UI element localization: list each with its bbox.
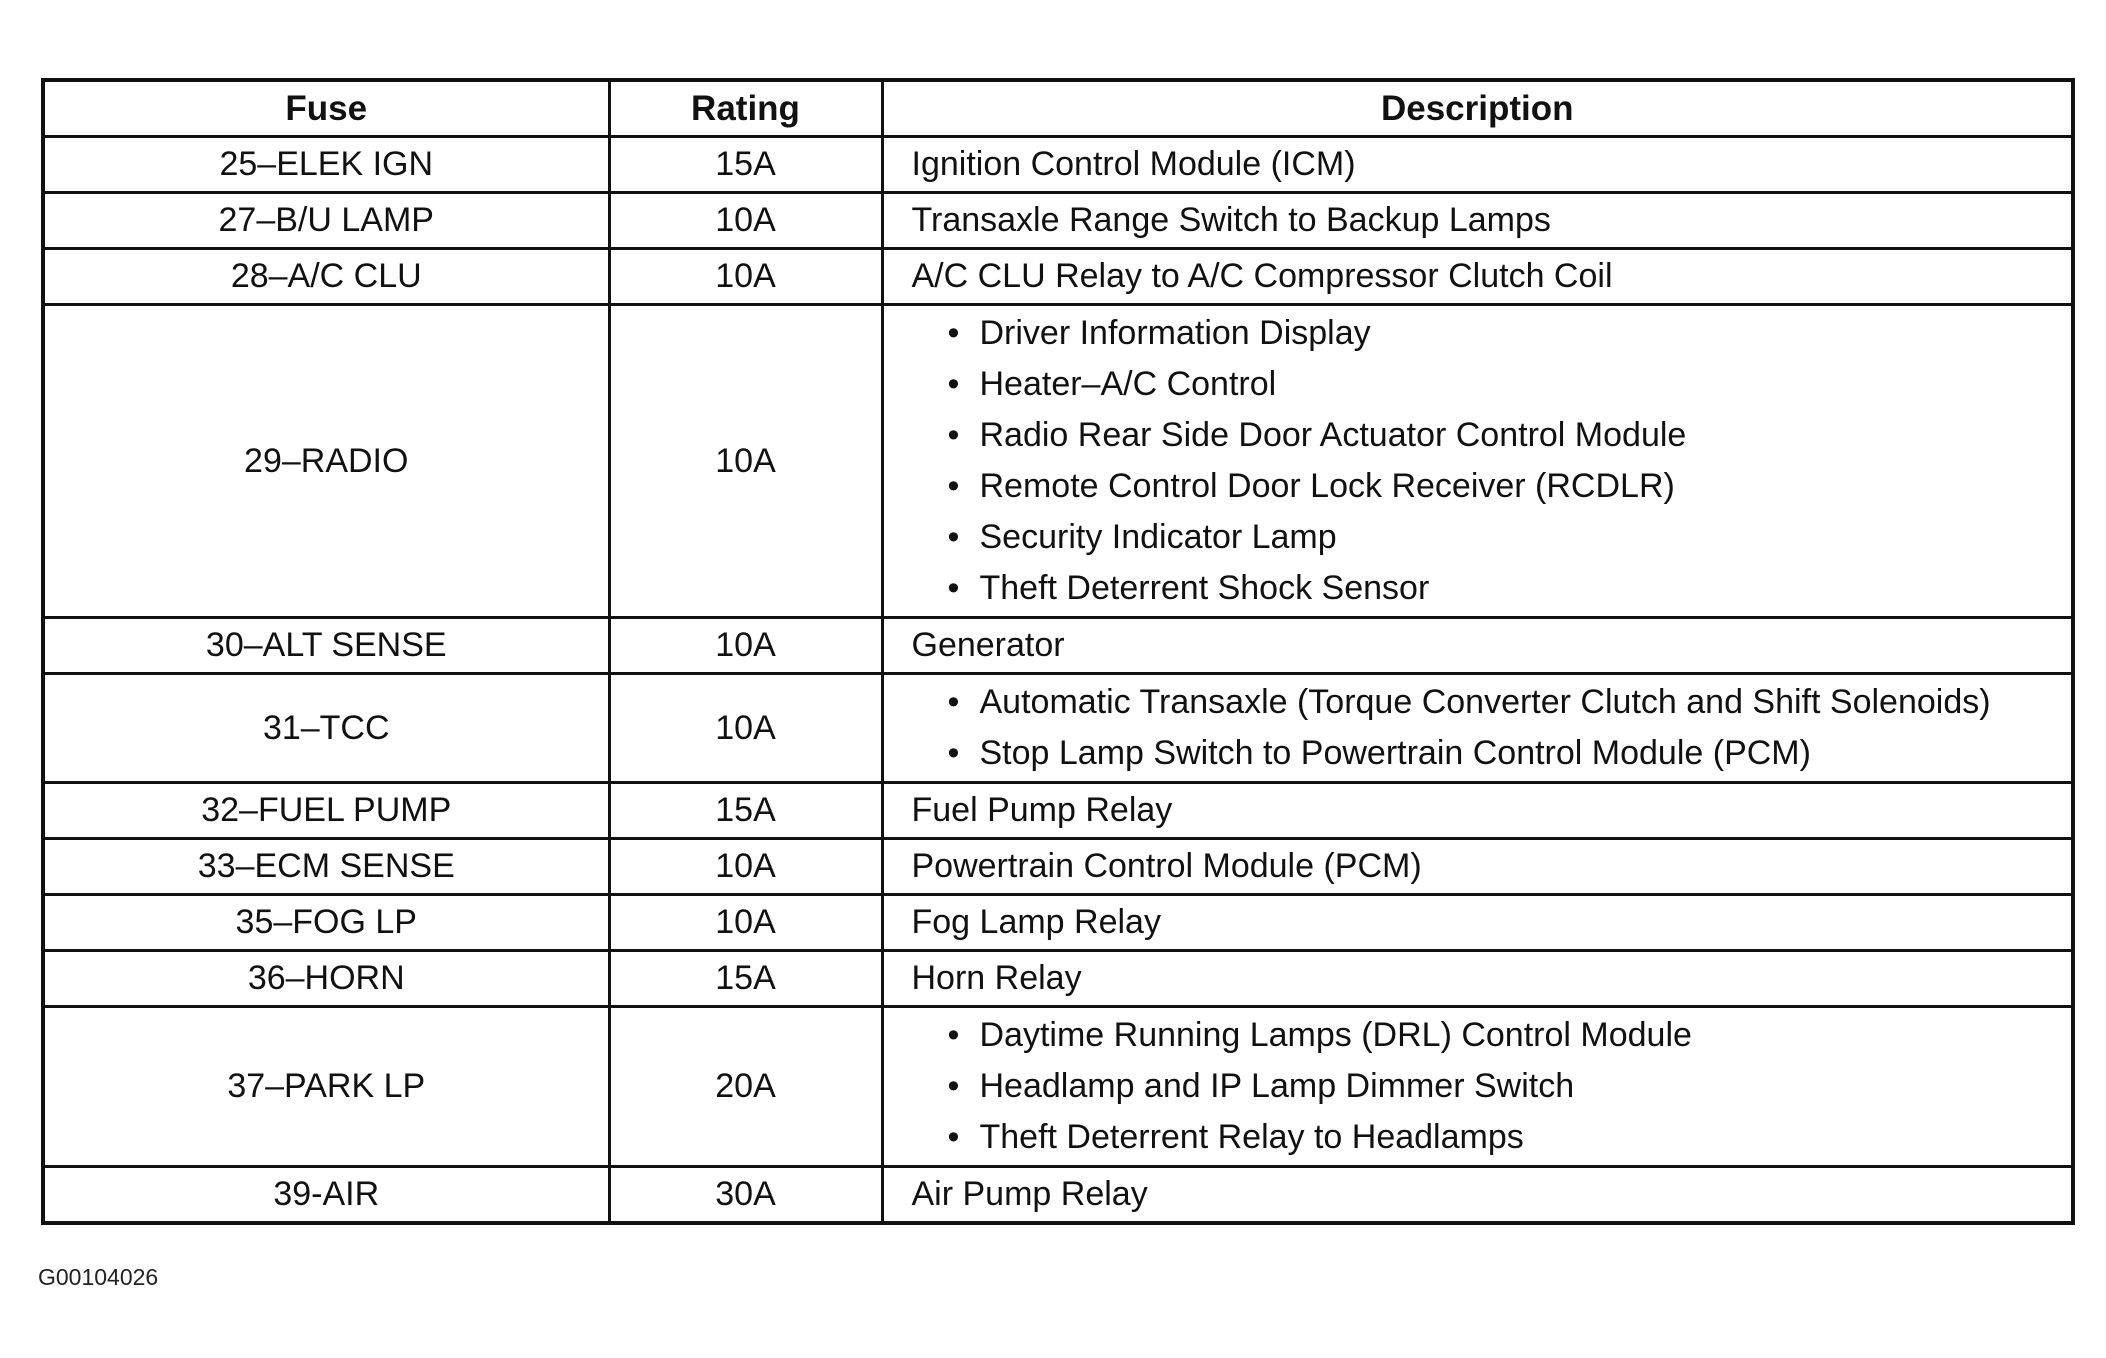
bullet-item: • Automatic Transaxle (Torque Converter Clutch and Shift Solenoids) (948, 677, 2062, 728)
rating-cell: 10A (609, 618, 882, 674)
rating-cell: 10A (609, 895, 882, 951)
description-cell (882, 1007, 2073, 1167)
header-rating: Rating (609, 80, 882, 137)
description-cell: Generator (882, 618, 2073, 674)
bullet-item: • Headlamp and IP Lamp Dimmer Switch (948, 1061, 2062, 1112)
header-description: Description (882, 80, 2073, 137)
description-cell: Air Pump Relay (882, 1167, 2073, 1224)
table-row (43, 674, 2073, 783)
description-bullet-list (912, 675, 2062, 781)
description-cell: Transaxle Range Switch to Backup Lamps (882, 193, 2073, 249)
table-row (43, 895, 2073, 951)
fuse-cell: 39-AIR (43, 1167, 609, 1224)
description-cell: Horn Relay (882, 951, 2073, 1007)
description-bullet-list (912, 306, 2062, 616)
description-cell: Fog Lamp Relay (882, 895, 2073, 951)
table-row (43, 1007, 2073, 1167)
bullet-item: • Heater–A/C Control (948, 359, 2062, 410)
bullet-item: • Driver Information Display (948, 308, 2062, 359)
header-row (43, 80, 2073, 137)
rating-cell: 15A (609, 951, 882, 1007)
fuse-cell: 31–TCC (43, 674, 609, 783)
rating-cell: 10A (609, 305, 882, 618)
header-fuse: Fuse (43, 80, 609, 137)
figure-id: G00104026 (38, 1264, 159, 1290)
rating-cell: 20A (609, 1007, 882, 1167)
fuse-cell: 35–FOG LP (43, 895, 609, 951)
table-row (43, 193, 2073, 249)
description-cell (882, 674, 2073, 783)
table-row (43, 249, 2073, 305)
rating-cell: 10A (609, 249, 882, 305)
description-bullet-list (912, 1008, 2062, 1165)
table-row (43, 783, 2073, 839)
table-row (43, 618, 2073, 674)
rating-cell: 10A (609, 839, 882, 895)
fuse-cell: 32–FUEL PUMP (43, 783, 609, 839)
table-row (43, 951, 2073, 1007)
rating-cell: 15A (609, 137, 882, 193)
description-cell (882, 305, 2073, 618)
description-cell: Fuel Pump Relay (882, 783, 2073, 839)
bullet-item: • Daytime Running Lamps (DRL) Control Module (948, 1010, 2062, 1061)
description-cell: Powertrain Control Module (PCM) (882, 839, 2073, 895)
rating-cell: 15A (609, 783, 882, 839)
rating-cell: 30A (609, 1167, 882, 1224)
fuse-cell: 36–HORN (43, 951, 609, 1007)
bullet-item: • Theft Deterrent Shock Sensor (948, 563, 2062, 614)
fuse-cell: 29–RADIO (43, 305, 609, 618)
bullet-item: • Radio Rear Side Door Actuator Control Module (948, 410, 2062, 461)
rating-cell: 10A (609, 674, 882, 783)
rating-cell: 10A (609, 193, 882, 249)
bullet-item: • Security Indicator Lamp (948, 512, 2062, 563)
bullet-item: • Remote Control Door Lock Receiver (RCDLR) (948, 461, 2062, 512)
table-row (43, 137, 2073, 193)
description-cell: Ignition Control Module (ICM) (882, 137, 2073, 193)
table-row (43, 1167, 2073, 1224)
fuse-cell: 28–A/C CLU (43, 249, 609, 305)
bullet-item: • Stop Lamp Switch to Powertrain Control Module (PCM) (948, 728, 2062, 779)
table-row (43, 839, 2073, 895)
bullet-item: • Theft Deterrent Relay to Headlamps (948, 1112, 2062, 1163)
fuse-cell: 37–PARK LP (43, 1007, 609, 1167)
fuse-table (41, 78, 2075, 1225)
fuse-cell: 33–ECM SENSE (43, 839, 609, 895)
fuse-cell: 30–ALT SENSE (43, 618, 609, 674)
fuse-cell: 27–B/U LAMP (43, 193, 609, 249)
description-cell: A/C CLU Relay to A/C Compressor Clutch Coil (882, 249, 2073, 305)
fuse-cell: 25–ELEK IGN (43, 137, 609, 193)
table-row (43, 305, 2073, 618)
